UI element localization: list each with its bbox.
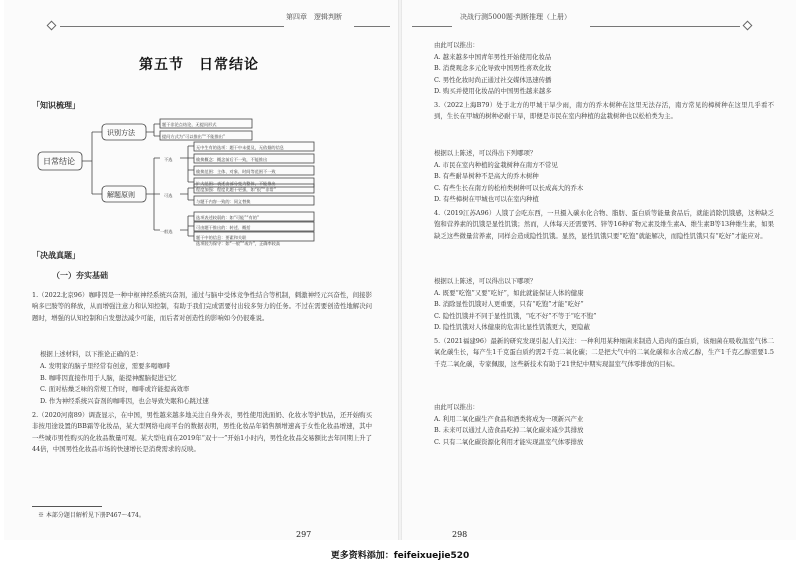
page-number-left: 297 (296, 530, 312, 539)
question-3-text: 3.（2022上海B79）处于北方的甲城干旱少雨，南方的乔木树种在这里无法存活，南方常见的樟树种在这里几乎看不到，生长在甲城的树种必耐干旱，即便是市民在室内种植的盆栽树种也以松柏类为主。 (434, 101, 774, 121)
question-2-text: 2.（2020河南89）调查显示，在中国，男性越来越多地关注自身外表，男性使用洗面奶、化妆水等护肤品，还开始购买非按用途设置的BB霜等化妆品，某大型网络电商平台的数据表明，男性化妆品年销售额增速高于女性化妆品增速，其中一些城市男性购买的化妆品数量可观。某大型电商在2019年“双十一”开始1小时内，男性化妆品交易额比去年同期上升了44倍，中国男性化妆品市场的快速增长是消费需求的反映。 (32, 411, 373, 454)
option[interactable]: D. 隐性饥饿对人体健康的危害比显性饥饿更大，更隐蔽 (434, 323, 590, 332)
question-3-options (434, 148, 583, 206)
mindmap-leaf: 无中生有的选项：题干中未提及，无依据的信息 (196, 145, 284, 150)
prompt: 根据以上陈述，可以得出下列哪项？ (434, 149, 537, 157)
option[interactable]: B. 消费观念多元化导致中国男性喜欢化妆 (434, 64, 552, 73)
page-number-right: 298 (452, 530, 468, 539)
header-diamond-icon (47, 21, 57, 31)
mindmap-leaf: 扩大范围：表述由部分变为整体，不能推出 (196, 181, 276, 186)
mindmap-diagram (30, 112, 390, 247)
question-1-prompt: 根据上述材料，以下推论正确的是： (40, 350, 143, 358)
option[interactable]: A. 利用二氧化碳生产食品和酒类将成为一项新兴产业 (434, 414, 584, 423)
right-header: 决战行测5000题·判断推理（上册） (460, 13, 572, 21)
option[interactable]: C. 隐性饥饿并不同于显性饥饿，“吃不好”不等于“吃不饱” (434, 311, 597, 320)
mindmap-leaf: 选项较为保守：如“一般”“或许”，正确率较高 (196, 241, 281, 246)
mindmap-branch-principle: 解题原则 (107, 191, 135, 199)
header-diamond-icon (743, 21, 753, 31)
question-1-text: 1.（2022北京96）咖啡因是一种中枢神经系统兴奋剂，通过与脑中受体竞争性结合等机制，刺激神经元兴奋性，间接影响多巴胺等的释放，从而增强注意力和认知控制，有助于我们完成需要付出较多努力的任务。不过在需要创造性地解决问题时，增强的认知控制和自发想法减少可能，而后者对创造性的影响如今仍很难说。 (32, 291, 372, 322)
question-2-options (434, 40, 552, 98)
prompt: 根据以上陈述，可以得出以下哪项？ (434, 277, 537, 285)
option[interactable]: A. 越来越多中国青年男性开始使用化妆品 (434, 52, 552, 61)
header-rule (590, 26, 740, 27)
option[interactable]: A. 发明家的脑子里经常有创意，需要多喝咖啡 (40, 362, 171, 370)
footnote-rule (32, 506, 102, 507)
left-header: 第四章 逻辑判断 (286, 13, 342, 21)
mindmap-leaf: 偷换范围：主体、对象、时间等范围不一致 (196, 169, 276, 174)
question-4-options (434, 276, 596, 334)
mindmap-leaf: 可由题干推出的：转述、概括 (196, 225, 251, 230)
option[interactable]: C. 男性化妆时尚正通过社交媒体迅速传播 (434, 75, 552, 84)
option[interactable]: B. 未来可以通过人造食品吃掉二氧化碳来减少其排放 (434, 426, 584, 435)
header-rule-end (354, 26, 390, 27)
mindmap-leaf: 程度加强：程度比题干更强，如“很”“非常” (196, 187, 276, 192)
option[interactable]: D. 有些樟树在甲城也可以在室内种植 (434, 195, 539, 204)
mindmap-leaf: 选项表述较弱的：如“可能”“有的” (196, 215, 260, 220)
mindmap-group: 可选 (164, 193, 173, 198)
intro: 由此可以推出： (434, 41, 479, 49)
mindmap-leaf: 与题干内容一致的：同义替换 (196, 199, 251, 204)
right-page (402, 0, 796, 540)
intro: 由此可以推出： (434, 403, 479, 411)
option[interactable]: C. 有些生长在南方的松柏类树种可以长成高大的乔木 (434, 183, 584, 192)
mindmap-method-item: 题干非论点结论，无提问形式 (162, 122, 217, 127)
option[interactable]: B. 咖啡因直接作用于人脑，能提神醒脑促进记忆 (40, 373, 177, 382)
mindmap-root: 日常结论 (43, 157, 75, 166)
option[interactable]: D. 作为神经系统兴奋剂的咖啡因，也会导致失眠和心跳过速 (40, 396, 209, 405)
subsection-title: （一）夯实基础 (52, 271, 108, 280)
page-title: 第五节 日常结论 (139, 57, 259, 73)
option[interactable]: C. 只有二氧化碳资源化利用才能实现温室气体零排放 (434, 437, 584, 446)
mindmap-method-item: 提问方式为“可以推出”“不能推出” (162, 134, 226, 139)
option[interactable]: B. 消除显性饥饿对人更重要，只有“吃饱”才能“吃好” (434, 300, 584, 309)
question-4-text: 4.（2019江苏A96）人饿了会吃东西，一旦摄入碳水化合物、脂肪、蛋白质等能量食品后，就能消除饥饿感，这种缺乏饱和营养素的饥饿是显性饥饿；然而，人体每天还需要钙、锌等16种矿物元素及维生素A、维生素B等13种维生素，如果缺乏这些微量营养素，同样会造成隐性饥饿。显然，显性饥饿只要“吃饱”就能解决，而隐性饥饿只有“吃好”才能应对。 (434, 209, 774, 240)
mindmap-leaf: 偷换概念：概念前后不一致，不能推出 (196, 157, 268, 162)
option[interactable]: A. 既要“吃饱”又要“吃好”，如此就能保证人体的健康 (434, 288, 584, 297)
header-rule (412, 26, 452, 27)
mindmap-branch-method: 识别方法 (107, 129, 135, 137)
option[interactable]: A. 市民在室内种植的盆栽树种在南方不常见 (434, 160, 558, 169)
footnote: ※ 本部分题目解析见下册P467～474。 (38, 512, 145, 519)
question-1-options (40, 361, 209, 407)
left-page (4, 0, 398, 540)
header-rule (60, 26, 284, 27)
section-heading-knowledge: 「知识梳理」 (32, 101, 80, 110)
option[interactable]: C. 面对枯燥乏味的常规工作时，咖啡或许能提高效率 (40, 385, 190, 394)
option[interactable]: D. 购买并使用化妆品的中国男性越来越多 (434, 87, 552, 96)
footer-contact-text: 更多资料添加：feifeixuejie520 (330, 551, 470, 561)
question-5-text: 5.（2021福建96）最新的研究发现引起人们关注：一种利用某种细菌来制造人造肉的蛋白质，该细菌在吸收温室气体二氧化碳生长，每产生1千克蛋白质约需2千克二氧化碳；二是把大气中的二氧化碳和水合成乙醇，生产1千克乙醇需要1.5千克二氧化碳，专家佩服，这些新技术有助于21世纪中期实现温室气体零排放的目标。 (434, 337, 774, 368)
question-5-options (434, 402, 583, 448)
option[interactable]: B. 有些耐旱树种不是高大的乔木树种 (434, 172, 539, 181)
mindmap-group: 一般选 (160, 229, 173, 234)
mindmap-leaf: 题干中的信息：要素和关联 (196, 235, 247, 240)
mindmap-group: 不选 (164, 157, 173, 162)
section-heading-exam: 「决战真题」 (32, 251, 80, 260)
